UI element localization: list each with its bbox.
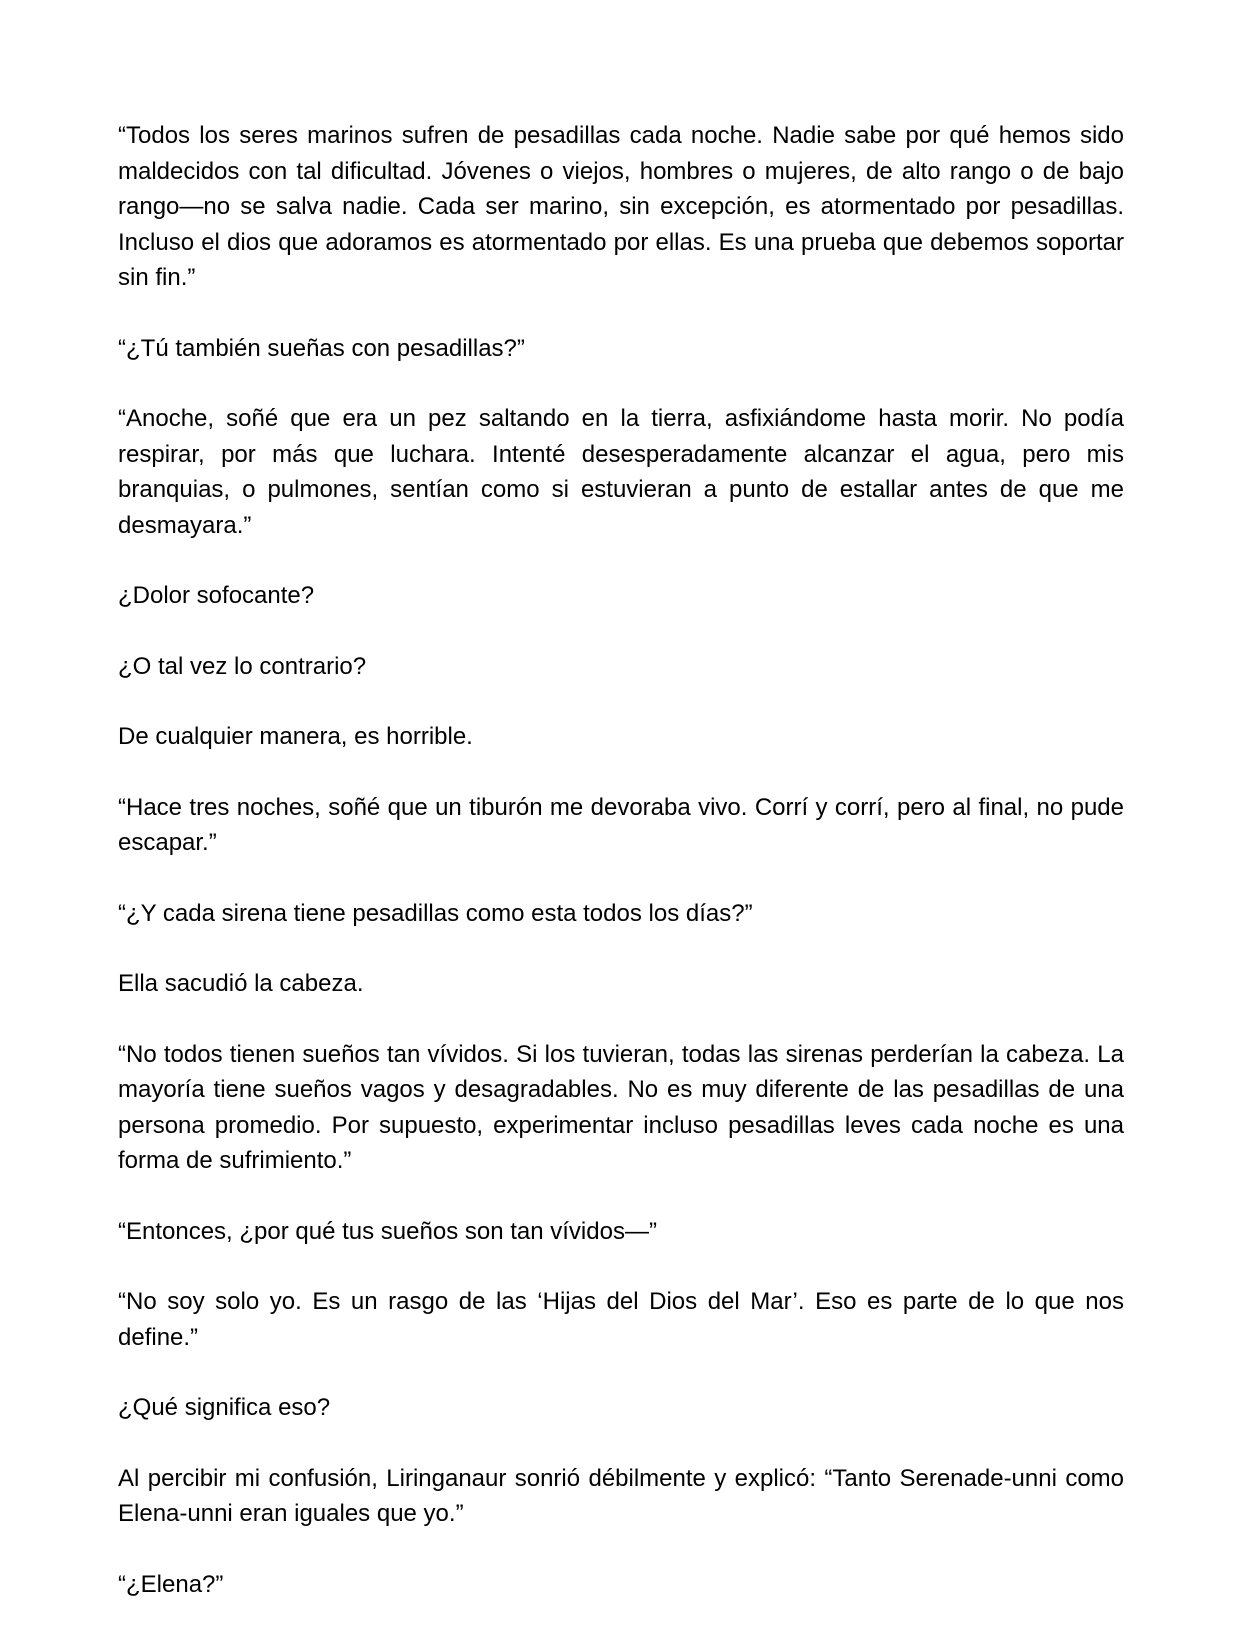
paragraph-14: Al percibir mi confusión, Liringanaur sonrió débilmente y explicó: “Tanto Serenade-unni como Elena-unni eran iguales que yo.” <box>118 1464 1124 1527</box>
paragraph-2: “¿Tú también sueñas con pesadillas?” <box>118 334 525 362</box>
paragraph-5: ¿O tal vez lo contrario? <box>118 652 367 680</box>
paragraph-11: “Entonces, ¿por qué tus sueños son tan vívidos—” <box>118 1217 657 1245</box>
paragraph-7: “Hace tres noches, soñé que un tiburón me devoraba vivo. Corrí y corrí, pero al final, no pude escapar.” <box>118 793 1124 856</box>
paragraph-4: ¿Dolor sofocante? <box>118 582 315 609</box>
document-page <box>118 118 1124 1637</box>
paragraph-13: ¿Qué significa eso? <box>118 1394 331 1421</box>
paragraph-10: “No todos tienen sueños tan vívidos. Si los tuvieran, todas las sirenas perderían la cabeza. La mayoría tiene sueños vagos y desagradables. No es muy diferente de las pesadillas de una persona promedio. Por supuesto, experimentar incluso pesadillas leves cada noche es una forma de sufrimiento.” <box>118 1040 1124 1174</box>
paragraph-3: “Anoche, soñé que era un pez saltando en la tierra, asfixiándome hasta morir. No podía respirar, por más que luchara. Intenté desesperadamente alcanzar el agua, pero mis branquias, o pulmones, sentían como si estuvieran a punto de estallar antes de que me desmayara.” <box>118 405 1124 539</box>
paragraph-6: De cualquier manera, es horrible. <box>118 723 473 750</box>
paragraph-1: “Todos los seres marinos sufren de pesadillas cada noche. Nadie sabe por qué hemos sido maldecidos con tal dificultad. Jóvenes o viejos, hombres o mujeres, de alto rango o de bajo rango—no se salva nadie. Cada ser marino, sin excepción, es atormentado por pesadillas. Incluso el dios que adoramos es atormentado por ellas. Es una prueba que debemos soportar sin fin.” <box>118 122 1124 291</box>
paragraph-9: Ella sacudió la cabeza. <box>118 970 364 997</box>
paragraph-12: “No soy solo yo. Es un rasgo de las ‘Hijas del Dios del Mar’. Eso es parte de lo que nos define.” <box>118 1288 1124 1351</box>
paragraph-8: “¿Y cada sirena tiene pesadillas como esta todos los días?” <box>118 899 753 927</box>
paragraph-15: “¿Elena?” <box>118 1570 224 1598</box>
